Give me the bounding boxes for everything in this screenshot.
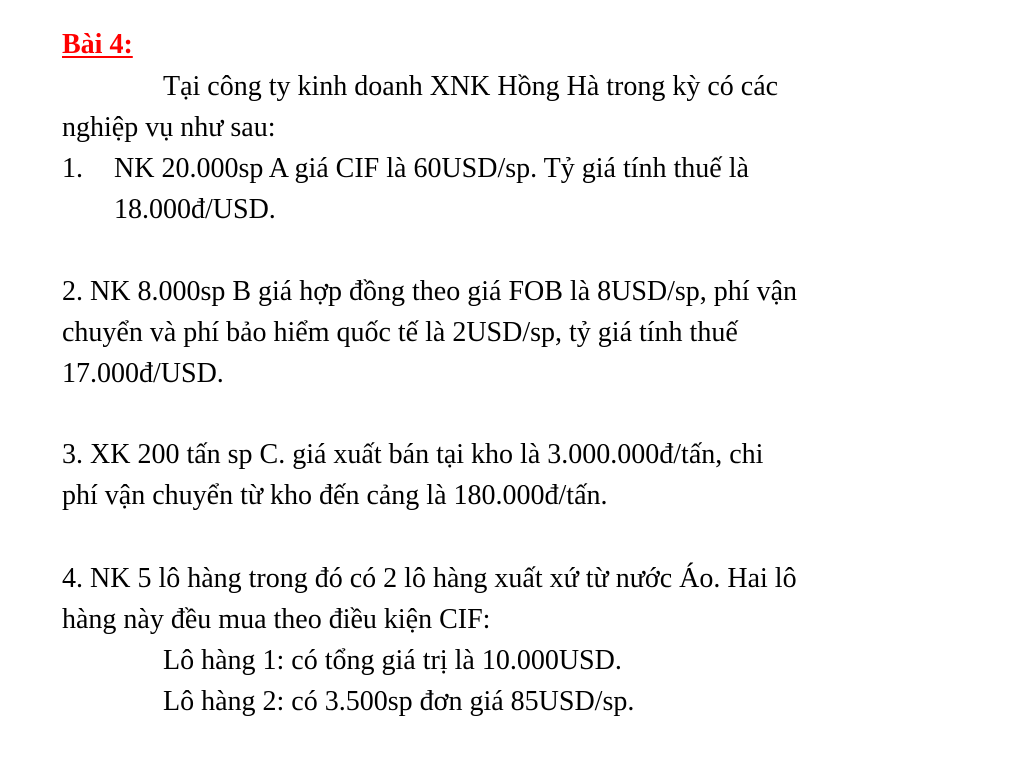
item-2-line-1: 2. NK 8.000sp B giá hợp đồng theo giá FOB là 8USD/sp, phí vận [62, 276, 798, 307]
item-2-line-2: chuyển và phí bảo hiểm quốc tế là 2USD/sp, tỷ giá tính thuế [62, 317, 738, 348]
item-1-text: NK 20.000sp A giá CIF là 60USD/sp. Tỷ giá tính thuế là [114, 153, 749, 184]
item-1-number: 1. [62, 153, 83, 184]
item-4-lot-1: Lô hàng 1: có tổng giá trị là 10.000USD. [163, 645, 622, 676]
item-3-line-1: 3. XK 200 tấn sp C. giá xuất bán tại kho là 3.000.000đ/tấn, chi [62, 439, 764, 470]
exercise-title: Bài 4: [62, 29, 133, 60]
item-1-line-1 [62, 151, 749, 187]
item-4-line-1: 4. NK 5 lô hàng trong đó có 2 lô hàng xuất xứ từ nước Áo. Hai lô [62, 563, 797, 594]
item-3-line-2: phí vận chuyển từ kho đến cảng là 180.000đ/tấn. [62, 480, 608, 511]
item-1-line-2: 18.000đ/USD. [114, 194, 276, 225]
intro-line-1: Tại công ty kinh doanh XNK Hồng Hà trong kỳ có các [163, 71, 779, 102]
item-4-line-2: hàng này đều mua theo điều kiện CIF: [62, 604, 491, 635]
item-4-lot-2: Lô hàng 2: có 3.500sp đơn giá 85USD/sp. [163, 686, 635, 717]
intro-line-2: nghiệp vụ như sau: [62, 112, 276, 143]
item-2-line-3: 17.000đ/USD. [62, 358, 224, 389]
